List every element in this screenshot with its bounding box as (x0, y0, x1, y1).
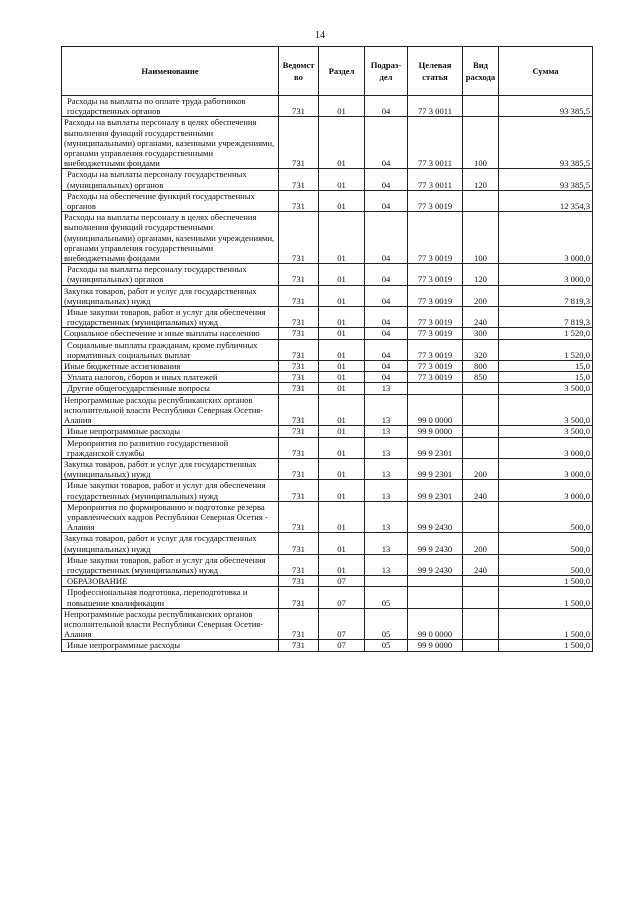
cell-razdel: 07 (319, 608, 365, 640)
cell-vid: 200 (463, 533, 499, 554)
table-row (62, 426, 593, 437)
cell-name: Закупка товаров, работ и услуг для государственных (муниципальных) нужд (62, 285, 279, 306)
cell-statya: 99 9 2301 (408, 437, 463, 458)
cell-podrazdel: 05 (365, 640, 408, 651)
cell-podrazdel: 04 (365, 285, 408, 306)
cell-vid: 120 (463, 169, 499, 190)
cell-name: Другие общегосударственные вопросы (62, 383, 279, 394)
cell-razdel: 01 (319, 96, 365, 117)
cell-summa: 15,0 (499, 361, 593, 372)
cell-vedomstvo: 731 (279, 554, 319, 575)
cell-vid (463, 96, 499, 117)
cell-vid: 240 (463, 554, 499, 575)
table-row (62, 458, 593, 479)
table-row (62, 285, 593, 306)
cell-podrazdel: 04 (365, 264, 408, 285)
cell-name: Иные непрограммные расходы (62, 640, 279, 651)
cell-vedomstvo: 731 (279, 394, 319, 426)
cell-summa: 3 000,0 (499, 458, 593, 479)
cell-razdel: 01 (319, 437, 365, 458)
cell-vedomstvo: 731 (279, 285, 319, 306)
cell-podrazdel: 04 (365, 307, 408, 328)
cell-name: Расходы на выплаты персоналу государственных (муниципальных) органов (62, 169, 279, 190)
cell-summa: 500,0 (499, 501, 593, 533)
cell-vedomstvo: 731 (279, 212, 319, 264)
cell-vedomstvo: 731 (279, 587, 319, 608)
table-row (62, 190, 593, 211)
cell-statya: 77 3 0019 (408, 190, 463, 211)
cell-razdel: 01 (319, 554, 365, 575)
cell-statya: 77 3 0011 (408, 117, 463, 169)
cell-statya: 99 0 0000 (408, 608, 463, 640)
cell-summa: 3 000,0 (499, 437, 593, 458)
header-name: Наименование (62, 47, 279, 96)
cell-name: Мероприятия по формированию и подготовке резерва управленческих кадров Республики Северная Осетия - Алания (62, 501, 279, 533)
cell-name: Профессиональная подготовка, переподготовка и повышение квалификации (62, 587, 279, 608)
table-row (62, 307, 593, 328)
cell-statya: 77 3 0019 (408, 372, 463, 383)
cell-name: Уплата налогов, сборов и иных платежей (62, 372, 279, 383)
cell-statya: 77 3 0019 (408, 339, 463, 360)
cell-vid: 200 (463, 285, 499, 306)
cell-statya (408, 383, 463, 394)
cell-name: Расходы на выплаты по оплате труда работников государственных органов (62, 96, 279, 117)
cell-podrazdel: 13 (365, 383, 408, 394)
cell-name: Непрограммные расходы республиканских органов исполнительной власти Республики Северная Осетия-Алания (62, 394, 279, 426)
cell-vid: 200 (463, 458, 499, 479)
cell-name: Иные закупки товаров, работ и услуг для обеспечения государственных (муниципальных) нужд (62, 307, 279, 328)
cell-razdel: 01 (319, 372, 365, 383)
cell-summa: 7 819,3 (499, 285, 593, 306)
cell-name: Закупка товаров, работ и услуг для государственных (муниципальных) нужд (62, 458, 279, 479)
cell-razdel: 07 (319, 640, 365, 651)
cell-statya: 99 9 0000 (408, 640, 463, 651)
cell-podrazdel: 13 (365, 501, 408, 533)
cell-podrazdel: 13 (365, 533, 408, 554)
cell-podrazdel: 13 (365, 394, 408, 426)
cell-vedomstvo: 731 (279, 501, 319, 533)
cell-vedomstvo: 731 (279, 169, 319, 190)
cell-vedomstvo: 731 (279, 608, 319, 640)
cell-statya (408, 576, 463, 587)
table-row (62, 339, 593, 360)
cell-razdel: 01 (319, 212, 365, 264)
cell-statya: 99 9 2301 (408, 458, 463, 479)
cell-name: Иные закупки товаров, работ и услуг для обеспечения государственных (муниципальных) нужд (62, 480, 279, 501)
cell-vid: 320 (463, 339, 499, 360)
cell-podrazdel (365, 576, 408, 587)
cell-statya: 77 3 0011 (408, 96, 463, 117)
table-row (62, 437, 593, 458)
table-row (62, 117, 593, 169)
cell-vedomstvo: 731 (279, 480, 319, 501)
cell-name: Расходы на выплаты персоналу в целях обеспечения выполнения функций государственными (муниципальными) органами, казенными учреждениями, органами управления государственными внебюджетными фондами (62, 117, 279, 169)
cell-podrazdel: 04 (365, 361, 408, 372)
table-header-row (62, 47, 593, 96)
table-row (62, 328, 593, 339)
cell-name: Расходы на выплаты персоналу в целях обеспечения выполнения функций государственными (муниципальными) органами, казенными учреждениями, органами управления государственными внебюджетными фондами (62, 212, 279, 264)
cell-podrazdel: 13 (365, 480, 408, 501)
cell-vid (463, 608, 499, 640)
cell-vedomstvo: 731 (279, 372, 319, 383)
cell-podrazdel: 05 (365, 608, 408, 640)
cell-podrazdel: 04 (365, 117, 408, 169)
table-row (62, 394, 593, 426)
cell-vid: 120 (463, 264, 499, 285)
cell-vedomstvo: 731 (279, 264, 319, 285)
cell-vid (463, 587, 499, 608)
cell-podrazdel: 13 (365, 437, 408, 458)
cell-statya: 77 3 0019 (408, 212, 463, 264)
cell-vedomstvo: 731 (279, 576, 319, 587)
table-row (62, 212, 593, 264)
cell-summa: 500,0 (499, 554, 593, 575)
cell-summa: 15,0 (499, 372, 593, 383)
cell-razdel: 01 (319, 501, 365, 533)
cell-name: Мероприятия по развитию государственной гражданской службы (62, 437, 279, 458)
cell-vedomstvo: 731 (279, 307, 319, 328)
cell-statya: 77 3 0019 (408, 264, 463, 285)
cell-vid (463, 437, 499, 458)
cell-vid: 300 (463, 328, 499, 339)
cell-razdel: 01 (319, 426, 365, 437)
table-row (62, 501, 593, 533)
cell-razdel: 07 (319, 587, 365, 608)
cell-summa: 7 819,3 (499, 307, 593, 328)
cell-name: Непрограммные расходы республиканских органов исполнительной власти Республики Северная Осетия-Алания (62, 608, 279, 640)
cell-summa: 93 385,5 (499, 117, 593, 169)
cell-name: ОБРАЗОВАНИЕ (62, 576, 279, 587)
header-podrazdel: Подраз-дел (365, 47, 408, 96)
table-row (62, 480, 593, 501)
cell-vid: 240 (463, 307, 499, 328)
cell-statya: 77 3 0019 (408, 285, 463, 306)
cell-summa: 93 385,5 (499, 169, 593, 190)
cell-summa: 3 500,0 (499, 394, 593, 426)
cell-statya: 77 3 0011 (408, 169, 463, 190)
cell-summa: 12 354,3 (499, 190, 593, 211)
cell-razdel: 01 (319, 480, 365, 501)
cell-summa: 93 385,5 (499, 96, 593, 117)
cell-vedomstvo: 731 (279, 437, 319, 458)
cell-podrazdel: 04 (365, 190, 408, 211)
cell-vid: 800 (463, 361, 499, 372)
cell-vid (463, 383, 499, 394)
header-statya: Целевая статья (408, 47, 463, 96)
table-row (62, 533, 593, 554)
cell-statya: 99 9 2430 (408, 501, 463, 533)
cell-name: Социальное обеспечение и иные выплаты населению (62, 328, 279, 339)
cell-podrazdel: 04 (365, 212, 408, 264)
cell-podrazdel: 04 (365, 372, 408, 383)
cell-vid (463, 640, 499, 651)
cell-vedomstvo: 731 (279, 339, 319, 360)
header-summa: Сумма (499, 47, 593, 96)
cell-statya: 77 3 0019 (408, 361, 463, 372)
header-razdel: Раздел (319, 47, 365, 96)
table-row (62, 169, 593, 190)
cell-vid: 240 (463, 480, 499, 501)
cell-razdel: 01 (319, 339, 365, 360)
cell-razdel: 07 (319, 576, 365, 587)
cell-razdel: 01 (319, 533, 365, 554)
cell-statya (408, 587, 463, 608)
cell-vedomstvo: 731 (279, 117, 319, 169)
cell-podrazdel: 04 (365, 328, 408, 339)
cell-summa: 1 520,0 (499, 328, 593, 339)
cell-vid (463, 576, 499, 587)
cell-statya: 99 9 2430 (408, 554, 463, 575)
cell-razdel: 01 (319, 328, 365, 339)
cell-vedomstvo: 731 (279, 96, 319, 117)
cell-podrazdel: 05 (365, 587, 408, 608)
cell-summa: 1 500,0 (499, 587, 593, 608)
cell-statya: 99 9 0000 (408, 426, 463, 437)
table-row (62, 264, 593, 285)
cell-summa: 3 500,0 (499, 383, 593, 394)
cell-razdel: 01 (319, 458, 365, 479)
cell-name: Иные непрограммные расходы (62, 426, 279, 437)
cell-razdel: 01 (319, 264, 365, 285)
table-row (62, 554, 593, 575)
cell-razdel: 01 (319, 117, 365, 169)
cell-summa: 3 500,0 (499, 426, 593, 437)
cell-name: Расходы на обеспечение функций государственных органов (62, 190, 279, 211)
cell-statya: 99 9 2301 (408, 480, 463, 501)
cell-name: Иные бюджетные ассигнования (62, 361, 279, 372)
cell-statya: 77 3 0019 (408, 307, 463, 328)
cell-razdel: 01 (319, 361, 365, 372)
cell-name: Расходы на выплаты персоналу государственных (муниципальных) органов (62, 264, 279, 285)
cell-podrazdel: 13 (365, 554, 408, 575)
table-row (62, 372, 593, 383)
cell-podrazdel: 13 (365, 458, 408, 479)
cell-podrazdel: 04 (365, 169, 408, 190)
cell-razdel: 01 (319, 190, 365, 211)
page-number: 14 (315, 30, 325, 41)
cell-vid (463, 501, 499, 533)
table-row (62, 576, 593, 587)
header-vid: Вид расхода (463, 47, 499, 96)
cell-statya: 99 9 2430 (408, 533, 463, 554)
cell-razdel: 01 (319, 394, 365, 426)
cell-vedomstvo: 731 (279, 190, 319, 211)
table-row (62, 361, 593, 372)
cell-vedomstvo: 731 (279, 458, 319, 479)
cell-name: Социальные выплаты гражданам, кроме публичных нормативных социальных выплат (62, 339, 279, 360)
cell-razdel: 01 (319, 383, 365, 394)
cell-summa: 1 500,0 (499, 608, 593, 640)
cell-vid: 100 (463, 117, 499, 169)
cell-vedomstvo: 731 (279, 426, 319, 437)
cell-razdel: 01 (319, 285, 365, 306)
cell-podrazdel: 04 (365, 339, 408, 360)
cell-vid (463, 426, 499, 437)
cell-statya: 99 0 0000 (408, 394, 463, 426)
table-body (62, 96, 593, 652)
cell-vedomstvo: 731 (279, 533, 319, 554)
table-row (62, 96, 593, 117)
cell-vedomstvo: 731 (279, 328, 319, 339)
cell-vid (463, 190, 499, 211)
cell-vedomstvo: 731 (279, 383, 319, 394)
cell-statya: 77 3 0019 (408, 328, 463, 339)
cell-name: Иные закупки товаров, работ и услуг для обеспечения государственных (муниципальных) нужд (62, 554, 279, 575)
cell-summa: 1 500,0 (499, 576, 593, 587)
header-vedomstvo: Ведомст во (279, 47, 319, 96)
table-row (62, 608, 593, 640)
cell-vedomstvo: 731 (279, 640, 319, 651)
cell-summa: 1 520,0 (499, 339, 593, 360)
cell-summa: 3 000,0 (499, 480, 593, 501)
cell-podrazdel: 04 (365, 96, 408, 117)
cell-podrazdel: 13 (365, 426, 408, 437)
cell-razdel: 01 (319, 169, 365, 190)
cell-vedomstvo: 731 (279, 361, 319, 372)
cell-name: Закупка товаров, работ и услуг для государственных (муниципальных) нужд (62, 533, 279, 554)
cell-vid: 850 (463, 372, 499, 383)
table-row (62, 383, 593, 394)
budget-table (61, 46, 593, 652)
table-row (62, 587, 593, 608)
cell-summa: 500,0 (499, 533, 593, 554)
cell-vid (463, 394, 499, 426)
cell-summa: 3 000,0 (499, 212, 593, 264)
cell-razdel: 01 (319, 307, 365, 328)
cell-summa: 3 000,0 (499, 264, 593, 285)
cell-summa: 1 500,0 (499, 640, 593, 651)
table-row (62, 640, 593, 651)
cell-vid: 100 (463, 212, 499, 264)
